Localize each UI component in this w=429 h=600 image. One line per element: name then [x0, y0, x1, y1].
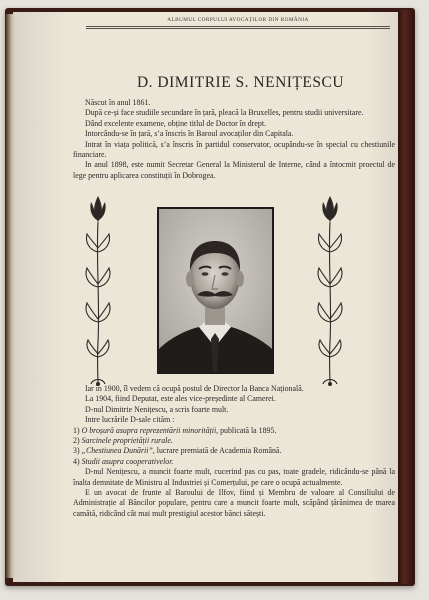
upper-text: [73, 98, 395, 181]
paragraph: Intrat în viața politică, s’a înscris în partidul conservator, ocupându-se în special cu chestiunile financiare.: [73, 139, 395, 160]
paragraph: D-nul Nenițescu, a muncit foarte mult, cucerind pas cu pas, toate gradele, ridicându-se până la înalta demnitate de Ministru al Industriei și Comerțului, pe care o ocupă actualmente.: [73, 467, 395, 487]
list-item: 2) Sarcinele proprietății rurale.: [73, 436, 173, 446]
head-rule-bottom: [86, 28, 390, 29]
lower-text: [73, 384, 395, 519]
paragraph: Născut în anul 1861.: [85, 98, 151, 107]
page-gutter: [5, 14, 15, 578]
list-item: 4) Studii asupra cooperativelor.: [73, 456, 174, 466]
lily-ornament-right-icon: [313, 192, 347, 390]
running-head: ALBUMUL CORPULUI AVOCAȚILOR DIN ROMÂNIA: [167, 17, 309, 23]
paragraph: Intorcându-se în țară, s’a înscris în Baroul avocaților din Capitala.: [85, 129, 294, 139]
paragraph: In anul 1898, este numit Secretar General la Ministerul de Interne, când a întocmit proectul de lege pentru aplicarea constituții în Dobrogea.: [73, 160, 395, 180]
portrait-photo-icon: [159, 209, 272, 372]
head-rule-top: [86, 26, 390, 27]
page-title: D. DIMITRIE S. NENIȚESCU: [136, 74, 345, 91]
paragraph: Dând excelente examene, obține titlul de Doctor în drept.: [85, 118, 266, 128]
book-page: [13, 12, 398, 582]
paragraph: Intre lucrările D-sale cităm :: [85, 415, 175, 425]
paragraph: E un avocat de frunte al Baroului de Ilfov, fiind și Membru de valoare al Consiliului de Administrație al Băncilor populare, pentru care a muncit foarte mult, scăpând țărănimea de marea camătă, ridicând cât mai mult prestigiul acestor bănci sătești.: [73, 488, 395, 518]
works-list: [73, 426, 395, 468]
cover-edge: [398, 10, 414, 584]
paragraph: După ce-și face studiile secundare în țară, pleacă la Bruxelles, pentru studii universitare.: [85, 108, 364, 118]
list-item: 1) O broșură asupra reprezentării minorității, publicată la 1895.: [73, 425, 277, 435]
lily-ornament-left-icon: [81, 192, 115, 390]
paragraph: D-nul Dimitrie Nenițescu, a scris foarte mult.: [85, 404, 229, 414]
paragraph: La 1904, fiind Deputat, este ales vice-președinte al Camerei.: [85, 394, 276, 404]
paragraph: Iar în 1900, îl vedem că ocupă postul de Director la Banca Națională.: [85, 384, 304, 393]
portrait-frame: [157, 207, 274, 374]
list-item: 3) „Chestiunea Dunării”, lucrare premiată de Academia Română.: [73, 446, 282, 456]
